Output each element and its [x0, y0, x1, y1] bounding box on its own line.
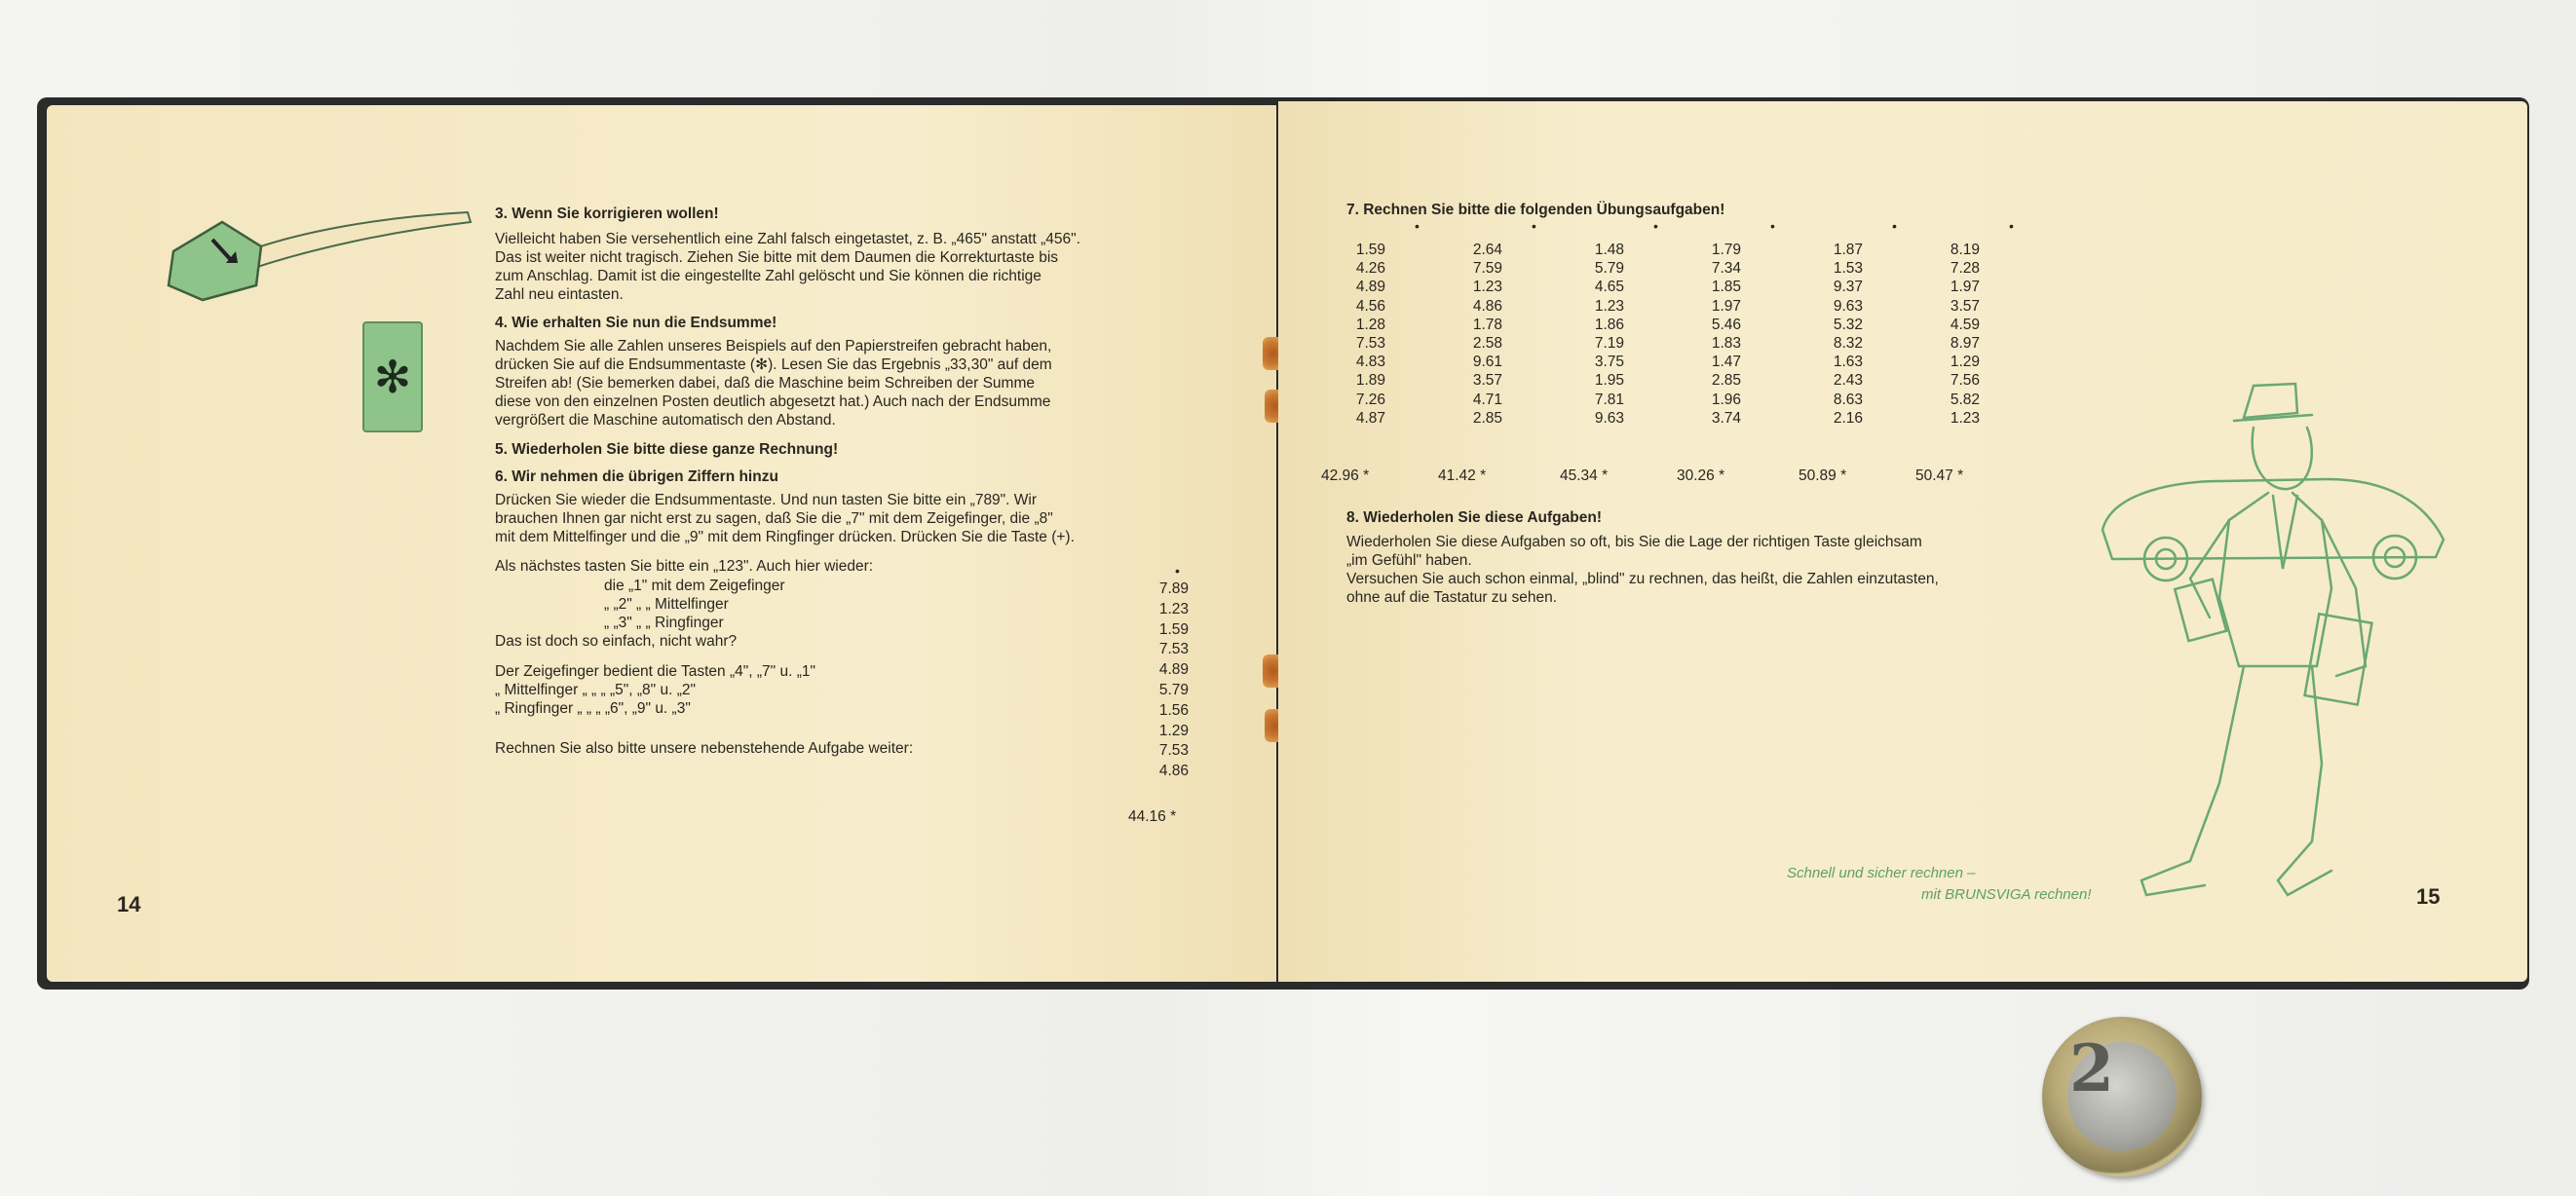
exercise-value: 3.57: [1472, 372, 1502, 390]
column-marker: •: [1175, 563, 1180, 579]
exercise-value: 7.19: [1594, 334, 1624, 352]
section8-line: „im Gefühl" haben.: [1346, 552, 1472, 569]
finger-line: „ „2" „ „ Mittelfinger: [604, 596, 729, 613]
exercise-value: 8.19: [1950, 242, 1980, 258]
exercise-column: [1673, 242, 1741, 429]
exercise-value: 1.53: [1833, 260, 1863, 278]
exercise-value: 1.87: [1833, 242, 1863, 258]
finger-line: die „1" mit dem Zeigefinger: [604, 578, 785, 594]
exercise-value: 1.28: [1355, 316, 1385, 333]
exercise-value: 5.82: [1950, 391, 1980, 408]
left-page: [47, 105, 1276, 982]
exercise-value: 1.86: [1594, 316, 1624, 333]
section5-heading: 5. Wiederholen Sie bitte diese ganze Rechnung!: [495, 441, 839, 458]
exercise-value: 4.86: [1472, 297, 1502, 315]
exercise-value: 9.63: [1833, 297, 1863, 315]
column-marker: •: [1653, 218, 1658, 234]
exercise-value: 7.28: [1950, 260, 1980, 278]
column-value: 7.53: [1158, 742, 1189, 760]
exercise-value: 7.56: [1950, 372, 1980, 390]
exercise-total: 50.89 *: [1799, 467, 1847, 484]
exercise-total: 30.26 *: [1677, 467, 1725, 484]
exercise-value: 1.78: [1472, 316, 1502, 333]
exercise-value: 1.83: [1711, 334, 1741, 352]
page-number-right: 15: [2416, 884, 2441, 909]
exercise-column: [1556, 242, 1624, 429]
exercise-value: 1.96: [1711, 391, 1741, 408]
column-marker: •: [2009, 218, 2014, 234]
exercise-value: 2.58: [1472, 334, 1502, 352]
sample-column: [1118, 580, 1189, 783]
exercise-value: 1.59: [1355, 242, 1385, 258]
page-number-left: 14: [117, 892, 141, 916]
exercise-total: 45.34 *: [1560, 467, 1609, 484]
section7-heading: 7. Rechnen Sie bitte die folgenden Übungsaufgaben!: [1346, 202, 1725, 218]
exercise-value: 9.63: [1594, 409, 1624, 427]
exercise-column: [1912, 242, 1980, 429]
endsum-key-icon: ✻: [362, 321, 423, 432]
section4-heading: 4. Wie erhalten Sie nun die Endsumme!: [495, 315, 777, 331]
section8-line: Wiederholen Sie diese Aufgaben so oft, bis Sie die Lage der richtigen Taste gleichsam: [1346, 534, 1922, 550]
exercise-value: 7.34: [1711, 260, 1741, 278]
exercise-value: 1.63: [1833, 354, 1863, 371]
column-marker: •: [1892, 218, 1897, 234]
exercise-value: 7.81: [1594, 391, 1624, 408]
exercise-value: 4.26: [1355, 260, 1385, 278]
exercise-value: 3.57: [1950, 297, 1980, 315]
exercise-value: 1.29: [1950, 354, 1980, 371]
exercise-value: 1.23: [1950, 409, 1980, 427]
exercise-value: 2.43: [1833, 372, 1863, 390]
exercise-value: 4.89: [1355, 279, 1385, 296]
exercise-value: 4.83: [1355, 354, 1385, 371]
finger-line: „ „3" „ „ Ringfinger: [604, 615, 724, 631]
exercise-value: 4.87: [1355, 409, 1385, 427]
exercise-value: 5.46: [1711, 316, 1741, 333]
finger-table-line: „ Ringfinger „ „ „ „6", „9" u. „3": [495, 700, 691, 717]
section4-line: Streifen ab! (Sie bemerken dabei, daß die Maschine beim Schreiben der Summe: [495, 375, 1035, 392]
finger-table-line: Der Zeigefinger bedient die Tasten „4", „7" u. „1": [495, 663, 815, 680]
section8-line: Versuchen Sie auch schon einmal, „blind" zu rechnen, das heißt, die Zahlen einzutasten,: [1346, 571, 1939, 587]
exercise-total: 41.42 *: [1438, 467, 1487, 484]
section4-line: diese von den einzelnen Posten deutlich abgesetzt hat.) Auch nach der Endsumme: [495, 393, 1051, 410]
column-total: 44.16 *: [1128, 808, 1177, 825]
euro-coin: [2042, 1017, 2202, 1177]
exercise-value: 8.97: [1950, 334, 1980, 352]
exercise-value: 1.47: [1711, 354, 1741, 371]
exercise-value: 4.65: [1594, 279, 1624, 296]
exercise-value: 8.32: [1833, 334, 1863, 352]
exercise-value: 3.74: [1711, 409, 1741, 427]
next-intro: Als nächstes tasten Sie bitte ein „123". Auch hier wieder:: [495, 558, 874, 575]
exercise-value: 1.89: [1355, 372, 1385, 390]
section3-heading: 3. Wenn Sie korrigieren wollen!: [495, 206, 719, 222]
closing-line: Rechnen Sie also bitte unsere nebenstehende Aufgabe weiter:: [495, 740, 914, 757]
column-value: 1.23: [1158, 600, 1189, 617]
section4-line: vergrößert die Maschine automatisch den Abstand.: [495, 412, 836, 429]
section6-line: mit dem Mittelfinger und die „9" mit dem Ringfinger drücken. Drücken Sie die Taste (+).: [495, 529, 1075, 545]
exercise-total: 50.47 *: [1915, 467, 1964, 484]
exercise-value: 4.71: [1472, 391, 1502, 408]
correction-lever-icon: [154, 193, 475, 310]
exercise-value: 9.37: [1833, 279, 1863, 296]
exercise-value: 3.75: [1594, 354, 1624, 371]
exercise-value: 8.63: [1833, 391, 1863, 408]
section6-line: Drücken Sie wieder die Endsummentaste. Und nun tasten Sie bitte ein „789". Wir: [495, 492, 1038, 508]
exercise-value: 7.26: [1355, 391, 1385, 408]
column-value: 4.89: [1158, 661, 1189, 679]
section3-line: Das ist weiter nicht tragisch. Ziehen Sie bitte mit dem Daumen die Korrekturtaste bis: [495, 249, 1059, 266]
mascot-with-car-illustration: [2073, 374, 2463, 929]
section4-line: drücken Sie auf die Endsummentaste (✻). Lesen Sie das Ergebnis „33,30" auf dem: [495, 356, 1052, 373]
section4-line: Nachdem Sie alle Zahlen unseres Beispiels auf den Papierstreifen gebracht haben,: [495, 338, 1052, 355]
slogan-line: Schnell und sicher rechnen –: [1787, 865, 1976, 881]
exercise-value: 7.53: [1355, 334, 1385, 352]
exercise-value: 1.85: [1711, 279, 1741, 296]
column-value: 7.53: [1158, 641, 1189, 658]
column-value: 4.86: [1158, 763, 1189, 780]
exercise-value: 2.64: [1472, 242, 1502, 258]
right-page: [1278, 101, 2527, 982]
column-value: 5.79: [1158, 681, 1189, 698]
column-value: 7.89: [1158, 580, 1189, 597]
section6-line: brauchen Ihnen gar nicht erst zu sagen, daß Sie die „7" mit dem Zeigefinger, die „8": [495, 510, 1053, 527]
section8-heading: 8. Wiederholen Sie diese Aufgaben!: [1346, 509, 1602, 526]
exercise-value: 4.56: [1355, 297, 1385, 315]
column-marker: •: [1770, 218, 1775, 234]
exercise-value: 1.97: [1711, 297, 1741, 315]
exercise-column: [1317, 242, 1385, 429]
slogan-line: mit BRUNSVIGA rechnen!: [1921, 886, 2092, 903]
exercise-total: 42.96 *: [1321, 467, 1370, 484]
section3-line: zum Anschlag. Damit ist die eingestellte Zahl gelöscht und Sie können die richtige: [495, 268, 1042, 284]
exercise-value: 9.61: [1472, 354, 1502, 371]
section3-line: Vielleicht haben Sie versehentlich eine Zahl falsch eingetastet, z. B. „465" anstatt „456".: [495, 231, 1080, 247]
finger-table-line: „ Mittelfinger „ „ „ „5", „8" u. „2": [495, 682, 696, 698]
section3-line: Zahl neu eintasten.: [495, 286, 624, 303]
exercise-value: 2.16: [1833, 409, 1863, 427]
exercise-value: 1.97: [1950, 279, 1980, 296]
exercise-value: 4.59: [1950, 316, 1980, 333]
column-value: 1.29: [1158, 722, 1189, 739]
section8-line: ohne auf die Tastatur zu sehen.: [1346, 589, 1558, 606]
exercise-column: [1434, 242, 1502, 429]
column-marker: •: [1532, 218, 1536, 234]
exercise-column: [1795, 242, 1863, 429]
exercise-value: 1.23: [1594, 297, 1624, 315]
exercise-value: 1.48: [1594, 242, 1624, 258]
exercise-value: 5.32: [1833, 316, 1863, 333]
exercise-value: 2.85: [1472, 409, 1502, 427]
exercise-value: 7.59: [1472, 260, 1502, 278]
exercise-value: 1.95: [1594, 372, 1624, 390]
column-value: 1.56: [1158, 701, 1189, 719]
section6-heading: 6. Wir nehmen die übrigen Ziffern hinzu: [495, 468, 778, 485]
coin-denomination-icon: 2: [2069, 1030, 2114, 1106]
exercise-value: 1.79: [1711, 242, 1741, 258]
exercise-value: 5.79: [1594, 260, 1624, 278]
exercise-value: 1.23: [1472, 279, 1502, 296]
simple-line: Das ist doch so einfach, nicht wahr?: [495, 633, 738, 650]
exercise-value: 2.85: [1711, 372, 1741, 390]
column-value: 1.59: [1158, 620, 1189, 638]
column-marker: •: [1415, 218, 1420, 234]
